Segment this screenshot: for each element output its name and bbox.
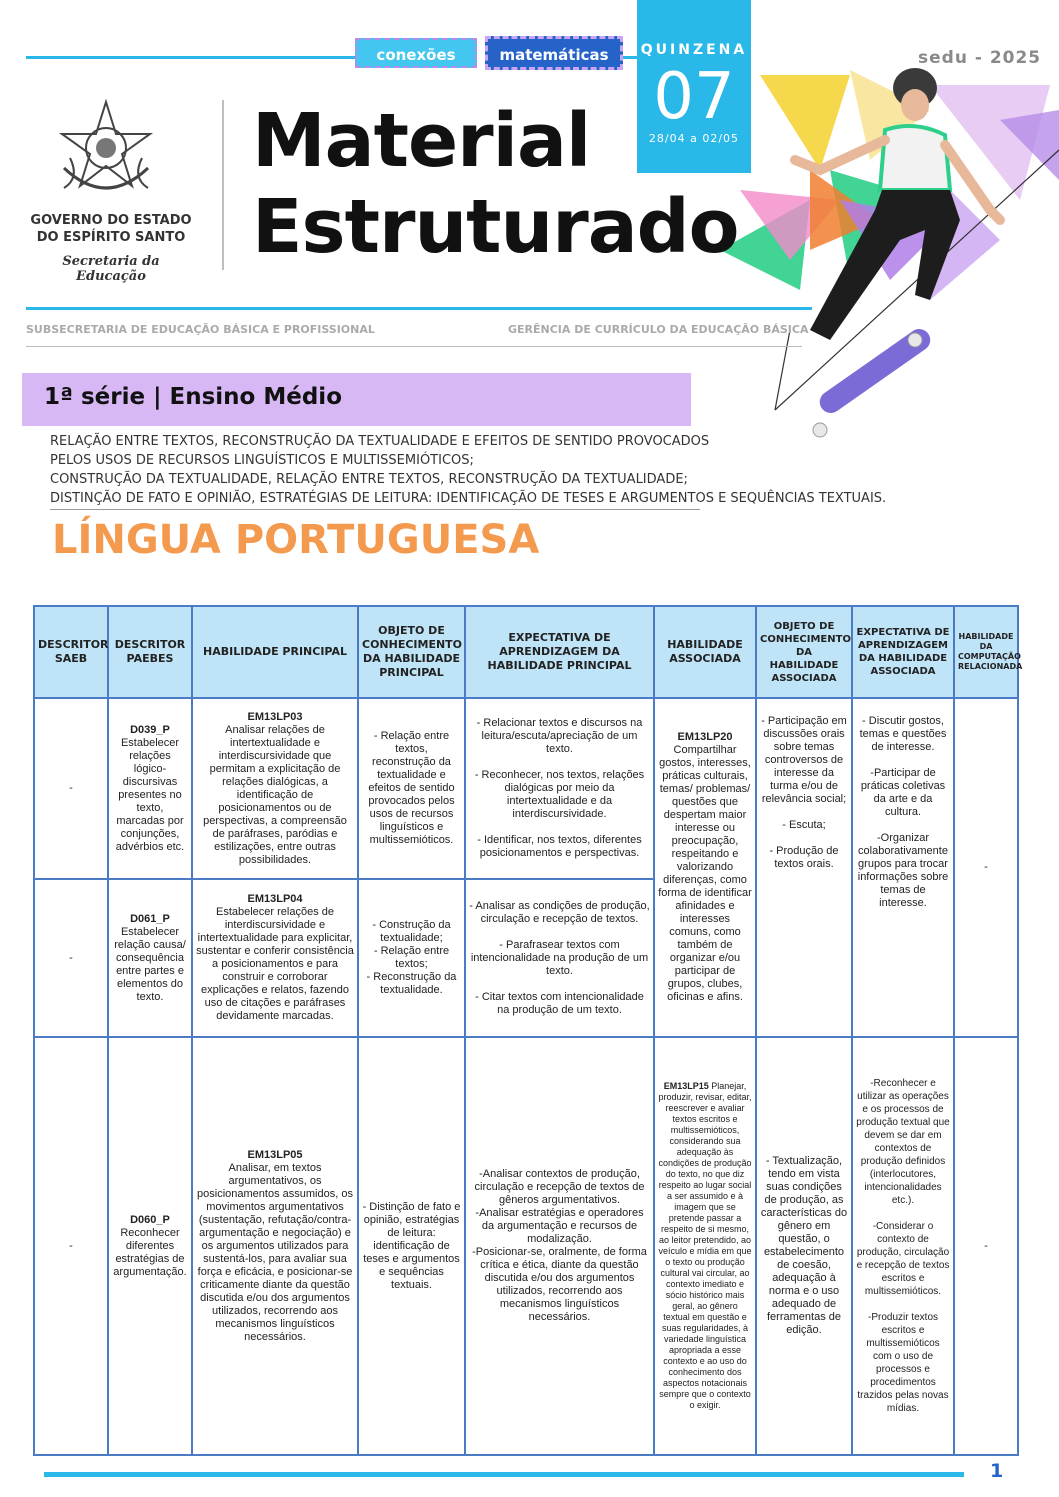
sub-rule (26, 346, 802, 347)
table-row (34, 698, 1018, 879)
paebes-cell (108, 1037, 192, 1455)
topic-line: CONSTRUÇÃO DA TEXTUALIDADE, RELAÇÃO ENTRE TEXTOS, RECONSTRUÇÃO DA TEXTUALIDADE; (50, 472, 688, 487)
habilidade-code: EM13LP04 (247, 893, 303, 905)
topics-list (50, 432, 1010, 508)
skater-illustration (700, 50, 1059, 450)
quinzena-number: 07 (653, 60, 735, 134)
gov-secretaria: Secretaria da Educação (62, 254, 160, 284)
paebes-cell (108, 879, 192, 1037)
title-line1: Material (252, 98, 591, 184)
quinzena-dates: 28/04 a 02/05 (648, 132, 740, 145)
header-cell: HABILIDADE DA COMPUTAÇÃO RELACIONADA (954, 606, 1018, 698)
top-rule-left (26, 56, 356, 59)
paebes-code: D039_P (130, 723, 170, 736)
paebes-text: Reconhecer diferentes estratégias de argumentação. (113, 1226, 187, 1278)
header-divider (222, 100, 224, 270)
header-cell: EXPECTATIVA DE APRENDIZAGEM DA HABILIDADE ASSOCIADA (852, 606, 954, 698)
header-cell: OBJETO DE CONHECIMENTO DA HABILIDADE PRINCIPAL (358, 606, 465, 698)
assoc-code: EM13LP20 (677, 731, 733, 743)
header-cell: OBJETO DE CONHECIMENTO DA HABILIDADE ASSOCIADA (756, 606, 852, 698)
sedu-label: sedu - 2025 (918, 48, 1042, 68)
computacao-cell: - (954, 698, 1018, 1037)
topic-line: RELAÇÃO ENTRE TEXTOS, RECONSTRUÇÃO DA TEXTUALIDADE E EFEITOS DE SENTIDO PROVOCADOS (50, 434, 710, 449)
paebes-code: D060_P (130, 1213, 170, 1226)
expectativa-cell: - Analisar as condições de produção, circulação e recepção de textos. - Parafrasear textos com intencionalidade na produção de um texto. - Citar textos com intencionalidade na produção de um texto. (465, 879, 654, 1037)
assoc-objeto-cell: - Textualização, tendo em vista suas condições de produção, as características do gênero em questão, o estabelecimento de coesão, adequação à norma e o uso adequado de ferramentas de edição. (756, 1037, 852, 1455)
topic-line: PELOS USOS DE RECURSOS LINGUÍSTICOS E MULTISSEMIÓTICOS; (50, 453, 474, 468)
paebes-text: Estabelecer relações lógico-discursivas presentes no texto, marcadas por conjunções, advérbios etc. (115, 736, 185, 853)
page-title (252, 98, 738, 270)
habilidade-text: Estabelecer relações de interdiscursividade e intertextualidade para explicitar, sustentar e conferir consistência a posicionamentos e para construir e corroborar explicações e relatos, fazendo uso de citações e paráfrases devidamente marcadas. (196, 906, 354, 1022)
header-cell: DESCRITOR PAEBES (108, 606, 192, 698)
coat-of-arms-icon (50, 98, 162, 206)
saeb-cell: - (34, 1037, 108, 1455)
topics-rule (50, 509, 700, 510)
tag-matematicas: matemáticas (485, 36, 623, 70)
table-row (34, 1037, 1018, 1455)
topic-line: DISTINÇÃO DE FATO E OPINIÃO, ESTRATÉGIAS DE LEITURA: IDENTIFICAÇÃO DE TESES E ARGUMENTOS E SEQUÊNCIAS TEXTUAIS. (50, 491, 887, 506)
assoc-code: EM13LP15 (663, 1081, 709, 1091)
header-cell: HABILIDADE ASSOCIADA (654, 606, 756, 698)
objeto-cell: - Relação entre textos, reconstrução da textualidade e efeitos de sentido provocados pelos usos de recursos linguísticos e multissemióticos. (358, 698, 465, 879)
subject-title: LÍNGUA PORTUGUESA (52, 517, 540, 563)
habilidade-code: EM13LP03 (247, 710, 303, 723)
assoc-text: Planejar, produzir, revisar, editar, reescrever e avaliar textos escritos e multissemióticos, considerando sua adequação às condições de produção do texto, no que diz respeito ao lugar social a ser assumido e à imagem que se pretende passar a respeito de si mesmo, ao leitor pretendido, ao veículo e mídia em que o texto ou produção cultural vai circular, ao contexto imediato e sócio histórico mais geral, ao gênero textual em questão e suas regularidades, à variedade linguística apropriada a esse contexto e ao uso do conhecimento dos aspectos notacionais sempre que o contexto o exigir. (658, 1081, 752, 1410)
habilidade-code: EM13LP05 (247, 1148, 303, 1161)
header-cell: HABILIDADE PRINCIPAL (192, 606, 358, 698)
assoc-expectativa-cell: - Discutir gostos, temas e questões de interesse. -Participar de práticas coletivas da arte e da cultura. -Organizar colaborativamente grupos para trocar informações sobre temas de interesse. (852, 698, 954, 1037)
saeb-cell: - (34, 698, 108, 879)
header-cell: EXPECTATIVA DE APRENDIZAGEM DA HABILIDADE PRINCIPAL (465, 606, 654, 698)
habilidade-cell (192, 879, 358, 1037)
objeto-cell: - Construção da textualidade; - Relação entre textos; - Reconstrução da textualidade. (358, 879, 465, 1037)
serie-label: 1ª série | Ensino Médio (44, 384, 342, 410)
paebes-text: Estabelecer relação causa/ consequência entre partes e elementos do texto. (114, 925, 186, 1003)
top-rule-right (622, 56, 638, 59)
paebes-code: D061_P (130, 912, 170, 925)
habilidade-cell (192, 698, 358, 879)
objeto-cell: - Distinção de fato e opinião, estratégias de leitura: identificação de teses e argumentos e sequências textuais. (358, 1037, 465, 1455)
page-number: 1 (990, 1460, 1004, 1482)
mid-rule (26, 307, 812, 310)
gerencia-label: GERÊNCIA DE CURRÍCULO DA EDUCAÇÃO BÁSICA (508, 323, 809, 336)
gov-line2: DO ESPÍRITO SANTO (36, 230, 186, 245)
header-cell: DESCRITOR SAEB (34, 606, 108, 698)
footer-rule (44, 1472, 964, 1477)
assoc-habilidade-cell (654, 1037, 756, 1455)
saeb-cell: - (34, 879, 108, 1037)
habilidade-text: Analisar relações de intertextualidade e interdiscursividade que permitam a explicitação de relações dialógicas, a identificação de posicionamentos ou de perspectivas, a compreensão de paráfrases, paródias e estilizações, entre outras possibilidades. (203, 723, 347, 866)
gov-name (26, 212, 196, 246)
quinzena-label: QUINZENA (640, 42, 748, 58)
assoc-objeto-cell: - Participação em discussões orais sobre temas controversos de interesse da turma e/ou de relevância social; - Escuta; - Produção de textos orais. (756, 698, 852, 1037)
serie-banner (22, 373, 691, 426)
subsecretaria-label: SUBSECRETARIA DE EDUCAÇÃO BÁSICA E PROFISSIONAL (26, 323, 375, 336)
expectativa-cell: -Analisar contextos de produção, circulação e recepção de textos de gêneros argumentativos. -Analisar estratégias e operadores da argumentação e recursos de modalização. -Posicionar-se, oralmente, de forma crítica e ética, diante da questão discutida e/ou dos argumentos utilizados, recorrendo aos mecanismos linguísticos necessários. (465, 1037, 654, 1455)
computacao-cell: - (954, 1037, 1018, 1455)
table-header-row (34, 606, 1018, 698)
tag-conexoes: conexões (355, 38, 477, 68)
assoc-expectativa-cell: -Reconhecer e utilizar as operações e os processos de produção textual que devem se dar em contextos de produção definidos (interlocutores, intencionalidades etc.). -Considerar o contexto de produção, circulação e recepção de textos escritos e multissemióticos. -Produzir textos escritos e multissemióticos com o uso de processos e procedimentos trazidos pelas novas mídias. (852, 1037, 954, 1455)
gov-line1: GOVERNO DO ESTADO (30, 213, 192, 228)
title-line2: Estruturado (252, 184, 739, 270)
curriculum-table (33, 605, 1023, 1456)
habilidade-cell (192, 1037, 358, 1455)
paebes-cell (108, 698, 192, 879)
expectativa-cell: - Relacionar textos e discursos na leitura/escuta/apreciação de um texto. - Reconhecer, nos textos, relações dialógicas por meio da intertextualidade e da interdiscursividade. - Identificar, nos textos, diferentes posicionamentos e perspectivas. (465, 698, 654, 879)
habilidade-text: Analisar, em textos argumentativos, os posicionamentos assumidos, os movimentos argumentativos (sustentação, refutação/contra-argumentação e negociação) e os argumentos utilizados para sustentá-los, para avaliar sua força e eficácia, e posicionar-se criticamente diante da questão discutida e/ou dos argumentos utilizados, recorrendo aos mecanismos linguísticos necessários. (197, 1161, 353, 1343)
assoc-habilidade-cell (654, 698, 756, 1037)
assoc-text: Compartilhar gostos, interesses, práticas culturais, temas/ problemas/ questões que despertam maior interesse ou preocupação, respeitando e valorizando diferenças, como forma de identificar afinidades e interesses comuns, como também de organizar e/ou participar de grupos, clubes, oficinas e afins. (658, 744, 752, 1003)
